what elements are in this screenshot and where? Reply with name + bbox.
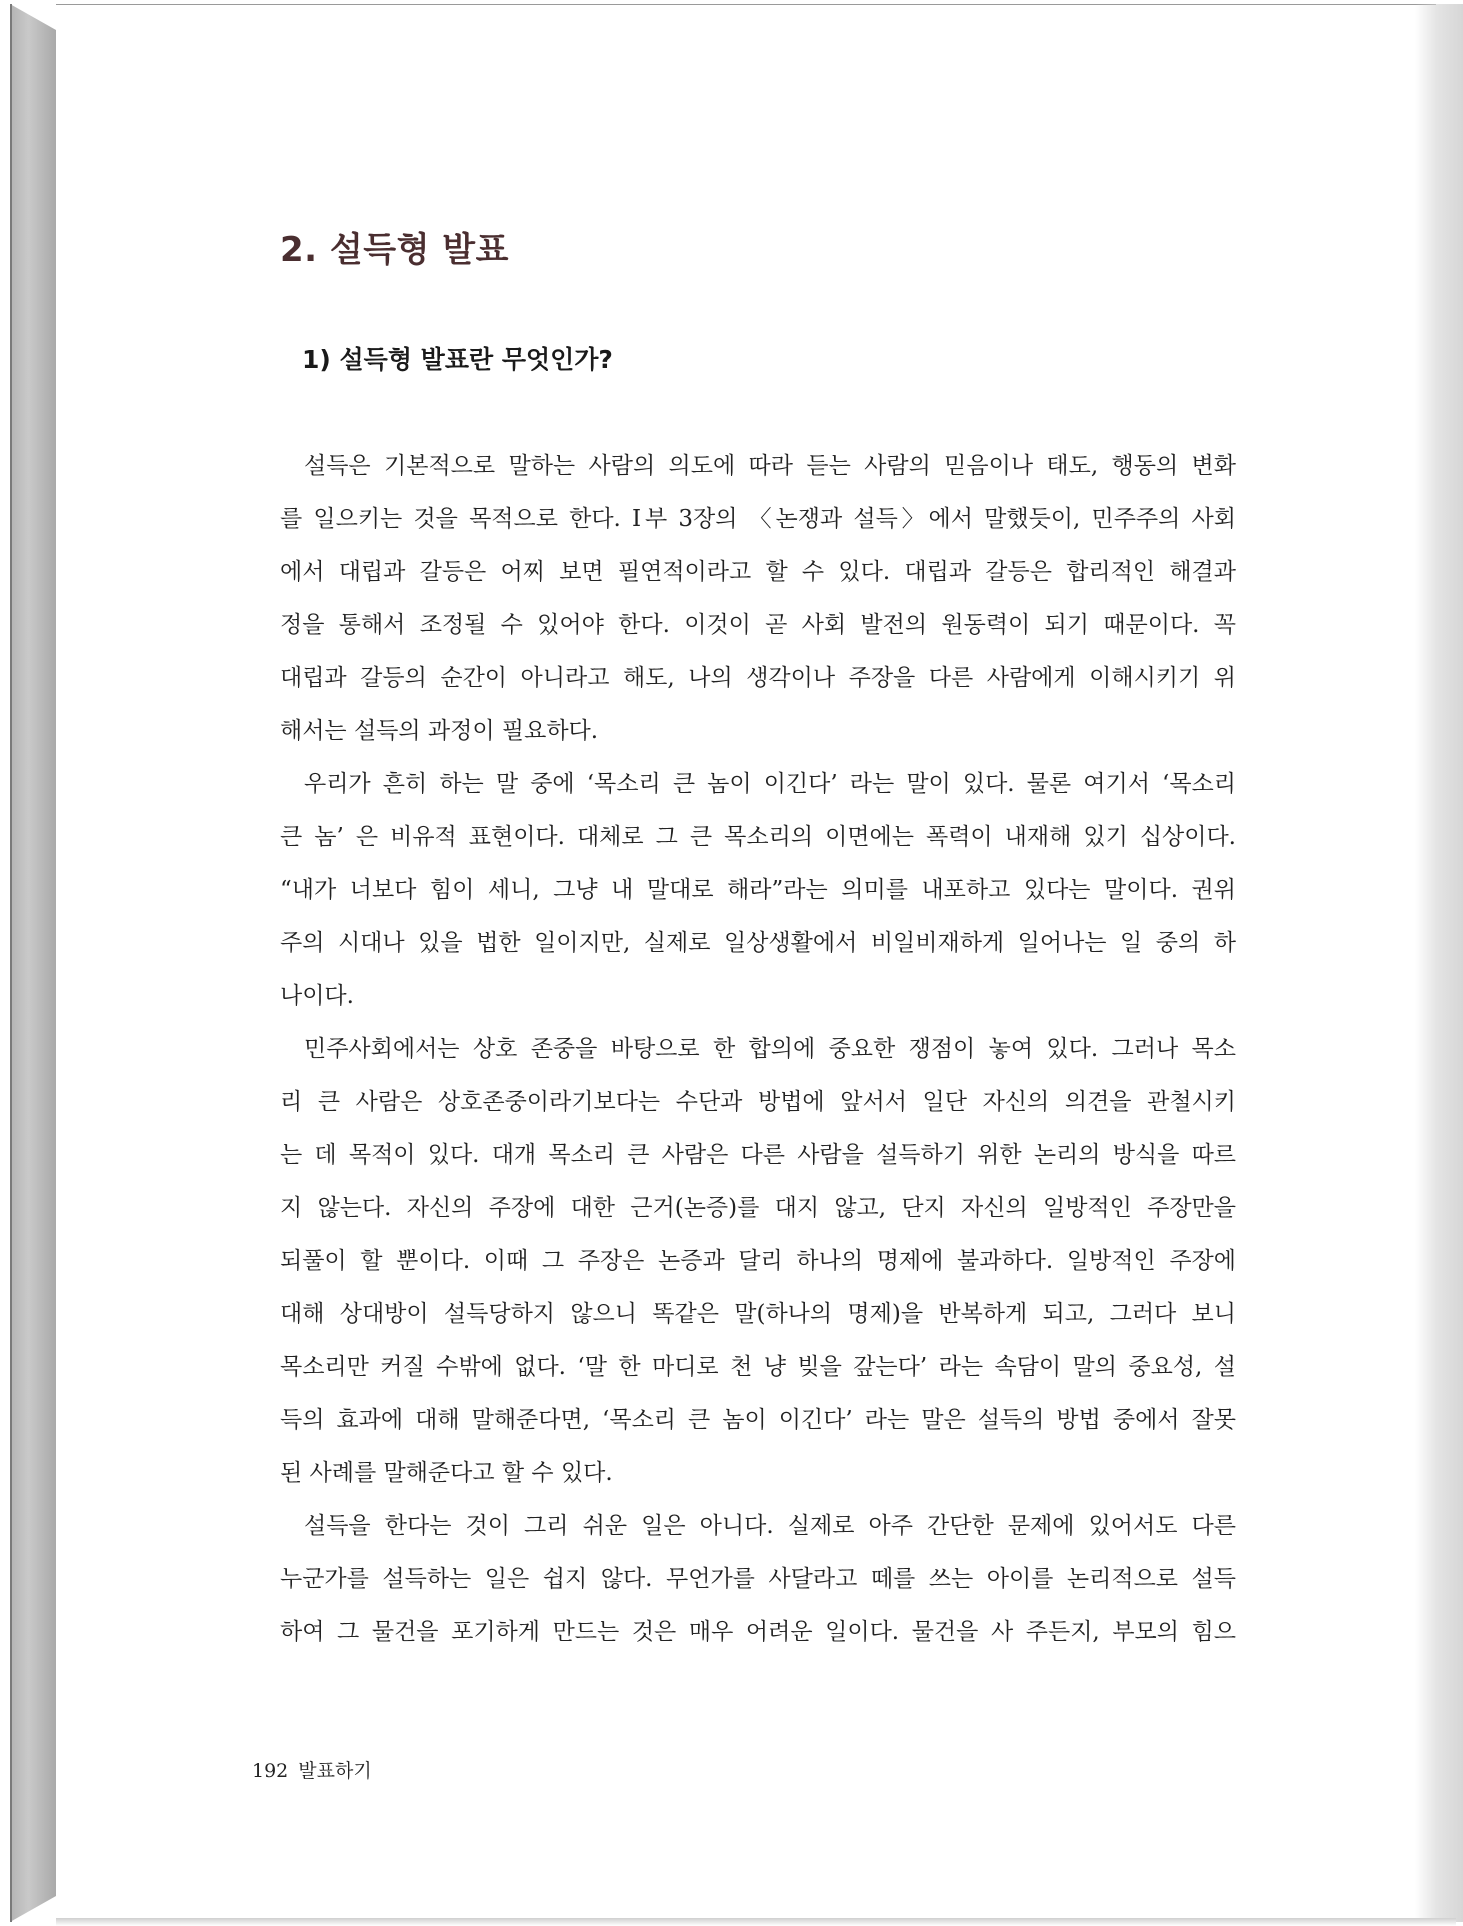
text-line: 되풀이 할 뿐이다. 이때 그 주장은 논증과 달리 하나의 명제에 불과하다. 일방적인 주장에: [280, 1248, 1236, 1274]
text-line: 설득을 한다는 것이 그리 쉬운 일은 아니다. 실제로 아주 간단한 문제에 있어서도 다른: [304, 1513, 1236, 1539]
text-line: 큰 놈’ 은 비유적 표현이다. 대체로 그 큰 목소리의 이면에는 폭력이 내재해 있기 십상이다.: [280, 824, 1236, 850]
text-line: “내가 너보다 힘이 세니, 그냥 내 말대로 해라”라는 의미를 내포하고 있다는 말이다. 권위: [280, 877, 1236, 903]
text-line: 해서는 설득의 과정이 필요하다.: [280, 718, 599, 744]
text-line: 설득은 기본적으로 말하는 사람의 의도에 따라 듣는 사람의 믿음이나 태도, 행동의 변화: [304, 453, 1236, 479]
text-line: 대립과 갈등의 순간이 아니라고 해도, 나의 생각이나 주장을 다른 사람에게 이해시키기 위: [280, 665, 1236, 691]
text-line: 대해 상대방이 설득당하지 않으니 똑같은 말(하나의 명제)을 반복하게 되고, 그러다 보니: [280, 1301, 1236, 1327]
text-line: 득의 효과에 대해 말해준다면, ‘목소리 큰 놈이 이긴다’ 라는 말은 설득의 방법 중에서 잘못: [280, 1407, 1236, 1433]
text-line: 는 데 목적이 있다. 대개 목소리 큰 사람은 다른 사람을 설득하기 위한 논리의 방식을 따르: [280, 1142, 1236, 1168]
text-line: 민주사회에서는 상호 존중을 바탕으로 한 합의에 중요한 쟁점이 놓여 있다. 그러나 목소: [304, 1036, 1236, 1062]
running-title: 발표하기: [298, 1760, 372, 1782]
chapter-title: 2. 설득형 발표: [280, 230, 509, 270]
section-title: 1) 설득형 발표란 무엇인가?: [302, 345, 613, 374]
text-line: 주의 시대나 있을 법한 일이지만, 실제로 일상생활에서 비일비재하게 일어나는 일 중의 하: [280, 930, 1236, 956]
text-line: 누군가를 설득하는 일은 쉽지 않다. 무언가를 사달라고 떼를 쓰는 아이를 논리적으로 설득: [280, 1566, 1236, 1592]
text-line: 리 큰 사람은 상호존중이라기보다는 수단과 방법에 앞서서 일단 자신의 의견을 관철시키: [280, 1089, 1236, 1115]
book-spine-edge: [10, 4, 12, 1922]
text-line: 지 않는다. 자신의 주장에 대한 근거(논증)를 대지 않고, 단지 자신의 일방적인 주장만을: [280, 1195, 1236, 1221]
text-line: 목소리만 커질 수밖에 없다. ‘말 한 마디로 천 냥 빚을 갚는다’ 라는 속담이 말의 중요성, 설: [280, 1354, 1236, 1380]
text-line: 하여 그 물건을 포기하게 만드는 것은 매우 어려운 일이다. 물건을 사 주든지, 부모의 힘으: [280, 1619, 1236, 1645]
book-spine: [10, 4, 56, 1922]
text-line: 우리가 흔히 하는 말 중에 ‘목소리 큰 놈이 이긴다’ 라는 말이 있다. 물론 여기서 ‘목소리: [304, 771, 1236, 797]
page-shadow-bottom: [56, 1918, 1456, 1926]
text-line: 를 일으키는 것을 목적으로 한다. Ⅰ부 3장의 〈논쟁과 설득〉에서 말했듯이, 민주주의 사회: [280, 506, 1236, 532]
text-line: 나이다.: [280, 983, 354, 1009]
page-shadow-right: [1415, 4, 1463, 1922]
text-line: 정을 통해서 조정될 수 있어야 한다. 이것이 곧 사회 발전의 원동력이 되기 때문이다. 꼭: [280, 612, 1236, 638]
body-text: [280, 440, 1236, 1659]
page-number: 192: [252, 1760, 289, 1782]
text-line: 에서 대립과 갈등은 어찌 보면 필연적이라고 할 수 있다. 대립과 갈등은 합리적인 해결과: [280, 559, 1236, 585]
text-line: 된 사례를 말해준다고 할 수 있다.: [280, 1460, 613, 1486]
page-footer: [252, 1756, 372, 1783]
